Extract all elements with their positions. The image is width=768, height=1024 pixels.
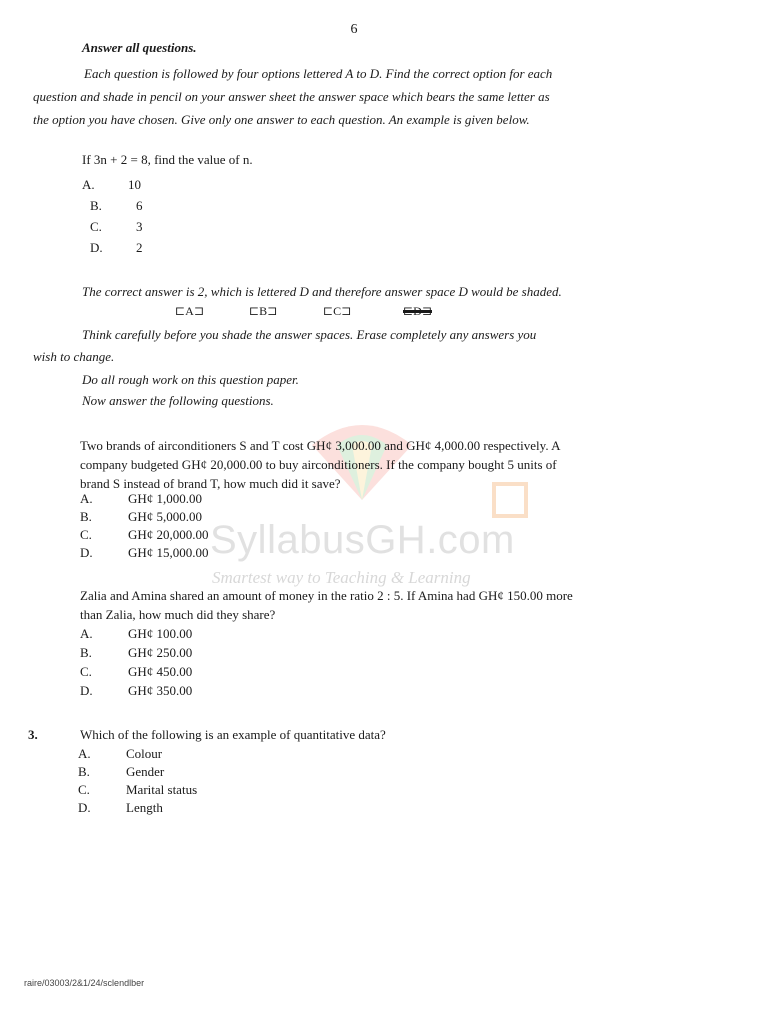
rough-work-note: Do all rough work on this question paper. (82, 372, 299, 387)
question-2-line-1: Zalia and Amina shared an amount of money in the ratio 2 : 5. If Amina had GH¢ 150.00 more (80, 588, 573, 603)
think-line-1: Think carefully before you shade the answer spaces. Erase completely any answers you (82, 327, 537, 342)
question-1-options (80, 490, 209, 562)
option-row: A. GH¢ 1,000.00 (80, 491, 203, 506)
example-question: If 3n + 2 = 8, find the value of n. (82, 152, 253, 167)
bubble-b: ⊏B⊐ (249, 304, 278, 318)
question-1 (80, 436, 561, 493)
question-1-line-3: brand S instead of brand T, how much did it save? (80, 476, 341, 491)
watermark-brand: SyllabusGH.com (210, 518, 515, 562)
instructions-line-1: Each question is followed by four options lettered A to D. Find the correct option for each (84, 66, 553, 81)
watermark-slogan: Smartest way to Teaching & Learning (212, 568, 471, 587)
option-row: C. GH¢ 20,000.00 (80, 527, 209, 542)
footer-code: raire/03003/2&1/24/sclendlber (24, 978, 145, 988)
option-row: D. GH¢ 15,000.00 (80, 545, 209, 560)
option-row: A. 10 (82, 177, 141, 192)
question-1-line-2: company budgeted GH¢ 20,000.00 to buy airconditioners. If the company bought 5 units of (80, 457, 557, 472)
bubble-a: ⊏A⊐ (175, 304, 204, 318)
option-row: D. GH¢ 350.00 (80, 683, 193, 698)
example-answer-text: The correct answer is 2, which is lettered D and therefore answer space D would be shaded. (82, 284, 562, 299)
bubble-c: ⊏C⊐ (323, 304, 352, 318)
question-3-options (78, 745, 197, 817)
example-options (82, 174, 143, 258)
option-row: B. Gender (78, 764, 165, 779)
question-2 (80, 586, 573, 624)
question-1-line-1: Two brands of airconditioners S and T cost GH¢ 3,000.00 and GH¢ 4,000.00 respectively. A (80, 438, 561, 453)
instructions-line-2: question and shade in pencil on your answer sheet the answer space which bears the same letter as (33, 89, 550, 104)
question-2-options (80, 624, 192, 700)
option-row: D. 2 (90, 240, 143, 255)
option-row: B. GH¢ 250.00 (80, 645, 193, 660)
page-number: 6 (350, 22, 358, 37)
bubble-d-shaded: ⊏D⊐ (403, 304, 432, 318)
option-row: A. Colour (78, 746, 163, 761)
option-row: C. GH¢ 450.00 (80, 664, 193, 679)
option-row: B. GH¢ 5,000.00 (80, 509, 203, 524)
option-row: A. GH¢ 100.00 (80, 626, 193, 641)
question-3-number: 3. (28, 727, 38, 742)
now-answer-note: Now answer the following questions. (82, 393, 274, 408)
option-row: D. Length (78, 800, 163, 815)
question-2-line-2: than Zalia, how much did they share? (80, 607, 276, 622)
instructions-line-3: the option you have chosen. Give only one answer to each question. An example is given below. (33, 112, 530, 127)
instructions-heading: Answer all questions. (82, 40, 197, 55)
think-line-2: wish to change. (33, 349, 115, 364)
question-3-line-1: Which of the following is an example of quantitative data? (80, 727, 386, 742)
option-row: C. Marital status (78, 782, 198, 797)
option-row: C. 3 (90, 219, 143, 234)
option-row: B. 6 (90, 198, 143, 213)
